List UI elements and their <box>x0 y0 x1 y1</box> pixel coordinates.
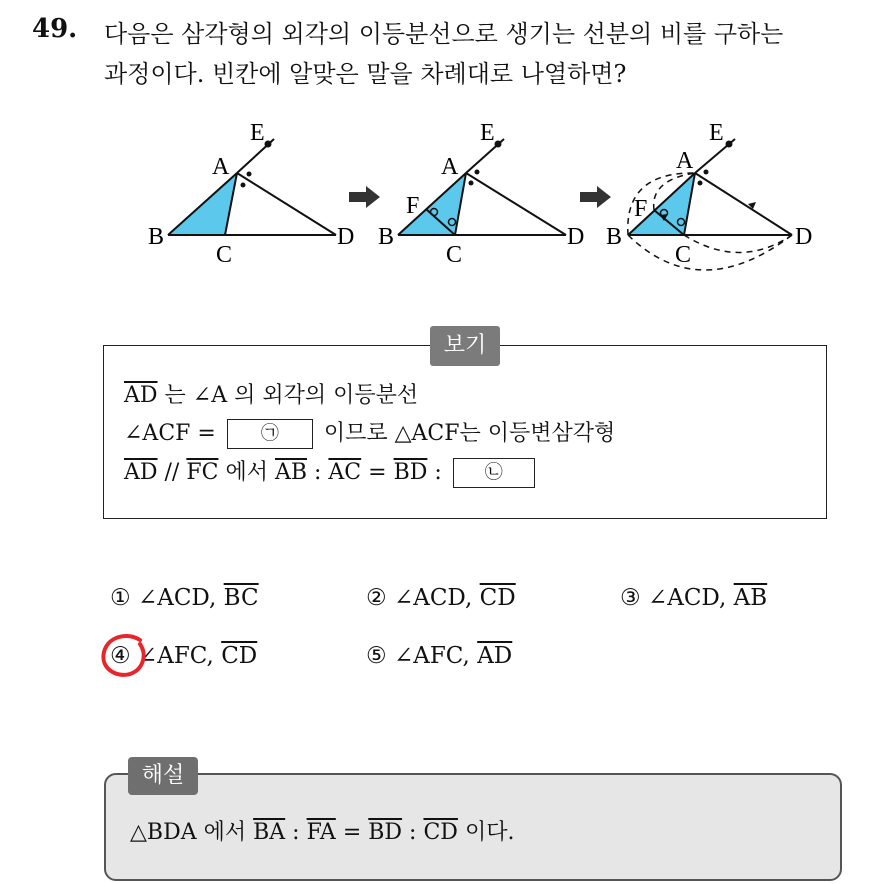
figure-panel-2 <box>378 120 584 268</box>
segment-label: $\overline{BD}$ <box>368 820 403 845</box>
label-b: B <box>606 224 623 250</box>
segment-label: $\overline{FA}$ <box>306 820 336 845</box>
blank-1: ㉠ <box>227 419 313 449</box>
figure-panel-3 <box>606 120 812 270</box>
angle-mark-dot <box>475 170 480 175</box>
segment-label: $\overline{AD}$ <box>124 460 158 485</box>
segment-ad <box>695 173 792 235</box>
bogi-text: 이므로 △ACF는 이등변삼각형 <box>316 421 616 446</box>
segment-label: $\overline{AC}$ <box>328 460 362 485</box>
bogi-text: // <box>157 460 187 485</box>
solution-text <box>130 815 514 846</box>
question-text-line1: 다음은 삼각형의 외각의 이등분선으로 생기는 선분의 비를 구하는 <box>104 20 784 48</box>
segment-ad <box>466 173 566 235</box>
bogi-tag: 보기 <box>430 326 500 366</box>
bogi-text: 는 ∠A 의 외각의 이등분선 <box>157 383 419 408</box>
label-e: E <box>709 120 724 146</box>
label-c: C <box>216 242 233 268</box>
label-e: E <box>480 120 495 146</box>
label-e: E <box>250 120 265 146</box>
bogi-text: : <box>307 460 329 485</box>
option-angle: ∠AFC, <box>137 643 214 669</box>
angle-mark-dot <box>704 170 709 175</box>
label-c: C <box>675 242 692 268</box>
segment-label: $\overline{BA}$ <box>253 820 286 845</box>
blank-2: ㉡ <box>453 458 535 488</box>
figure-panel-1 <box>148 120 354 268</box>
label-d: D <box>337 224 355 250</box>
point-e-dot <box>726 141 733 148</box>
solution-text-part: : <box>285 820 307 845</box>
option-segment: $\overline{CD}$ <box>479 585 516 611</box>
option-2[interactable] <box>366 585 516 611</box>
solution-tag: 해설 <box>128 757 198 795</box>
option-1[interactable] <box>110 585 259 611</box>
option-segment: $\overline{CD}$ <box>221 643 258 669</box>
next-step-arrow-icon <box>349 186 380 208</box>
label-d: D <box>567 224 585 250</box>
segment-label: $\overline{BD}$ <box>393 460 428 485</box>
label-a: A <box>441 154 459 180</box>
option-angle: ∠ACD, <box>393 585 473 611</box>
option-number: ③ <box>620 585 641 611</box>
option-angle: ∠AFC, <box>393 643 470 669</box>
label-b: B <box>378 224 395 250</box>
dashed-arc-bd <box>628 235 792 270</box>
angle-mark-dot <box>241 183 246 188</box>
segment-ad <box>237 173 336 235</box>
option-number: ① <box>110 585 131 611</box>
label-a: A <box>676 148 694 174</box>
point-e-dot <box>265 141 272 148</box>
solution-text-part: : <box>402 820 424 845</box>
segment-label: $\overline{AD}$ <box>124 383 158 408</box>
solution-text-part: △BDA 에서 <box>130 820 254 845</box>
option-segment: $\overline{AB}$ <box>733 585 768 611</box>
option-angle: ∠ACD, <box>647 585 727 611</box>
option-number: ② <box>366 585 387 611</box>
bogi-text: 에서 <box>218 460 275 485</box>
option-segment: $\overline{BC}$ <box>223 585 259 611</box>
option-angle: ∠ACD, <box>137 585 217 611</box>
question-number: 49. <box>32 14 78 44</box>
segment-label: $\overline{FC}$ <box>186 460 219 485</box>
question-text-line2: 과정이다. 빈칸에 알맞은 말을 차례대로 나열하면? <box>104 60 627 88</box>
bogi-line-2 <box>124 416 615 449</box>
option-number: ④ <box>110 643 131 669</box>
label-f: F <box>406 193 420 219</box>
triangle-figure <box>0 110 884 280</box>
label-b: B <box>148 224 165 250</box>
label-a: A <box>212 154 230 180</box>
solution-text-part: 이다. <box>457 820 515 845</box>
bogi-text: : <box>427 460 449 485</box>
segment-label: $\overline{AB}$ <box>274 460 308 485</box>
answer-mark-circle <box>98 630 154 682</box>
solution-text-part: = <box>335 820 369 845</box>
dashed-arc-cd <box>684 235 792 253</box>
bogi-line-3 <box>124 455 539 488</box>
angle-mark-dot <box>698 181 703 186</box>
option-5[interactable] <box>366 643 512 669</box>
next-step-arrow-icon <box>580 186 611 208</box>
angle-mark-dot <box>469 181 474 186</box>
bogi-text: = <box>361 460 394 485</box>
segment-label: $\overline{CD}$ <box>423 820 458 845</box>
option-number: ⑤ <box>366 643 387 669</box>
angle-mark-dot <box>247 172 252 177</box>
option-3[interactable] <box>620 585 767 611</box>
label-d: D <box>795 224 813 250</box>
bogi-line-1 <box>124 378 418 409</box>
label-c: C <box>446 242 463 268</box>
point-e-dot <box>495 141 502 148</box>
label-f: F <box>634 196 648 222</box>
bogi-text: ∠ACF = <box>124 421 223 446</box>
option-segment: $\overline{AD}$ <box>477 643 513 669</box>
